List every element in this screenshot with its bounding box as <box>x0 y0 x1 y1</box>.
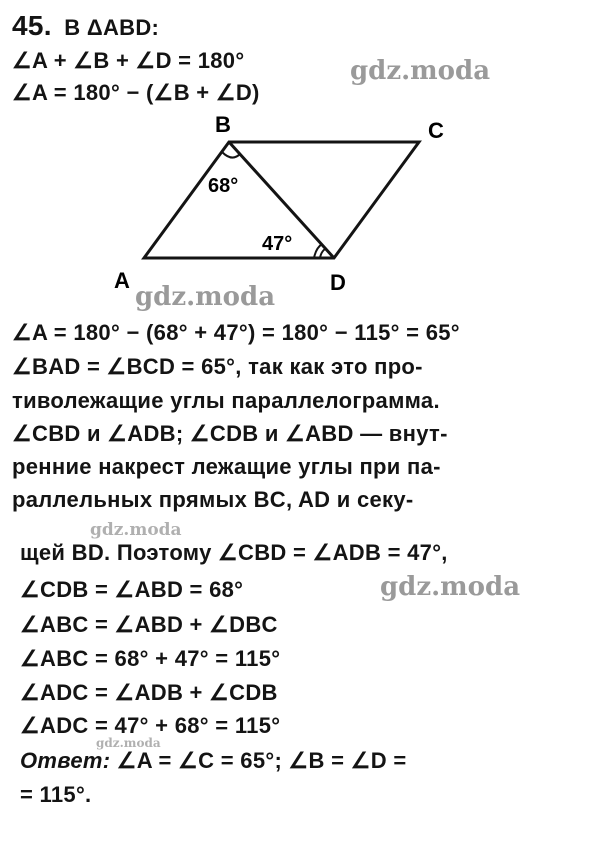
vertex-label-a: A <box>114 268 130 293</box>
answer-text: ∠A = ∠C = 65°; ∠B = ∠D = <box>110 748 407 773</box>
body-line-12: ∠ADC = 47° + 68° = 115° <box>20 713 281 738</box>
problem-heading: В ΔABD: <box>64 15 160 40</box>
watermark-small: gdz.moda <box>90 520 182 540</box>
answer-line-1 <box>20 748 406 774</box>
body-line-5: ренние накрест лежащие углы при па- <box>12 454 441 479</box>
problem-number: 45. <box>12 10 52 41</box>
problem-header <box>12 10 159 42</box>
vertex-label-d: D <box>330 270 346 295</box>
body-line-6: раллельных прямых BC, AD и секу- <box>12 487 414 512</box>
angle-label-b: 68° <box>208 175 239 197</box>
watermark: gdz.moda <box>350 56 491 86</box>
body-line-7: щей BD. Поэтому ∠CBD = ∠ADB = 47°, <box>20 540 448 565</box>
watermark: gdz.moda <box>135 282 276 312</box>
body-line-9: ∠ABC = ∠ABD + ∠DBC <box>20 612 278 637</box>
answer-label: Ответ: <box>20 748 111 773</box>
watermark: gdz.moda <box>380 572 521 602</box>
body-line-11: ∠ADC = ∠ADB + ∠CDB <box>20 680 278 705</box>
body-line-3: тиволежащие углы параллелограмма. <box>12 388 440 413</box>
body-line-2: ∠BAD = ∠BCD = 65°, так как это про- <box>12 354 423 379</box>
answer-line-2: = 115°. <box>20 782 92 807</box>
parallelogram-figure <box>0 110 600 320</box>
watermark-small: gdz.moda <box>96 736 161 750</box>
angle-label-d: 47° <box>262 233 293 255</box>
body-line-1: ∠A = 180° − (68° + 47°) = 180° − 115° = 65° <box>12 320 460 345</box>
vertex-label-b: B <box>215 112 231 137</box>
body-line-10: ∠ABC = 68° + 47° = 115° <box>20 646 281 671</box>
body-line-4: ∠CBD и ∠ADB; ∠CDB и ∠ABD — внут- <box>12 421 448 446</box>
vertex-label-c: C <box>428 118 444 143</box>
equation-line-1: ∠A + ∠B + ∠D = 180° <box>12 48 245 73</box>
equation-line-2: ∠A = 180° − (∠B + ∠D) <box>12 80 260 105</box>
body-line-8: ∠CDB = ∠ABD = 68° <box>20 577 244 602</box>
